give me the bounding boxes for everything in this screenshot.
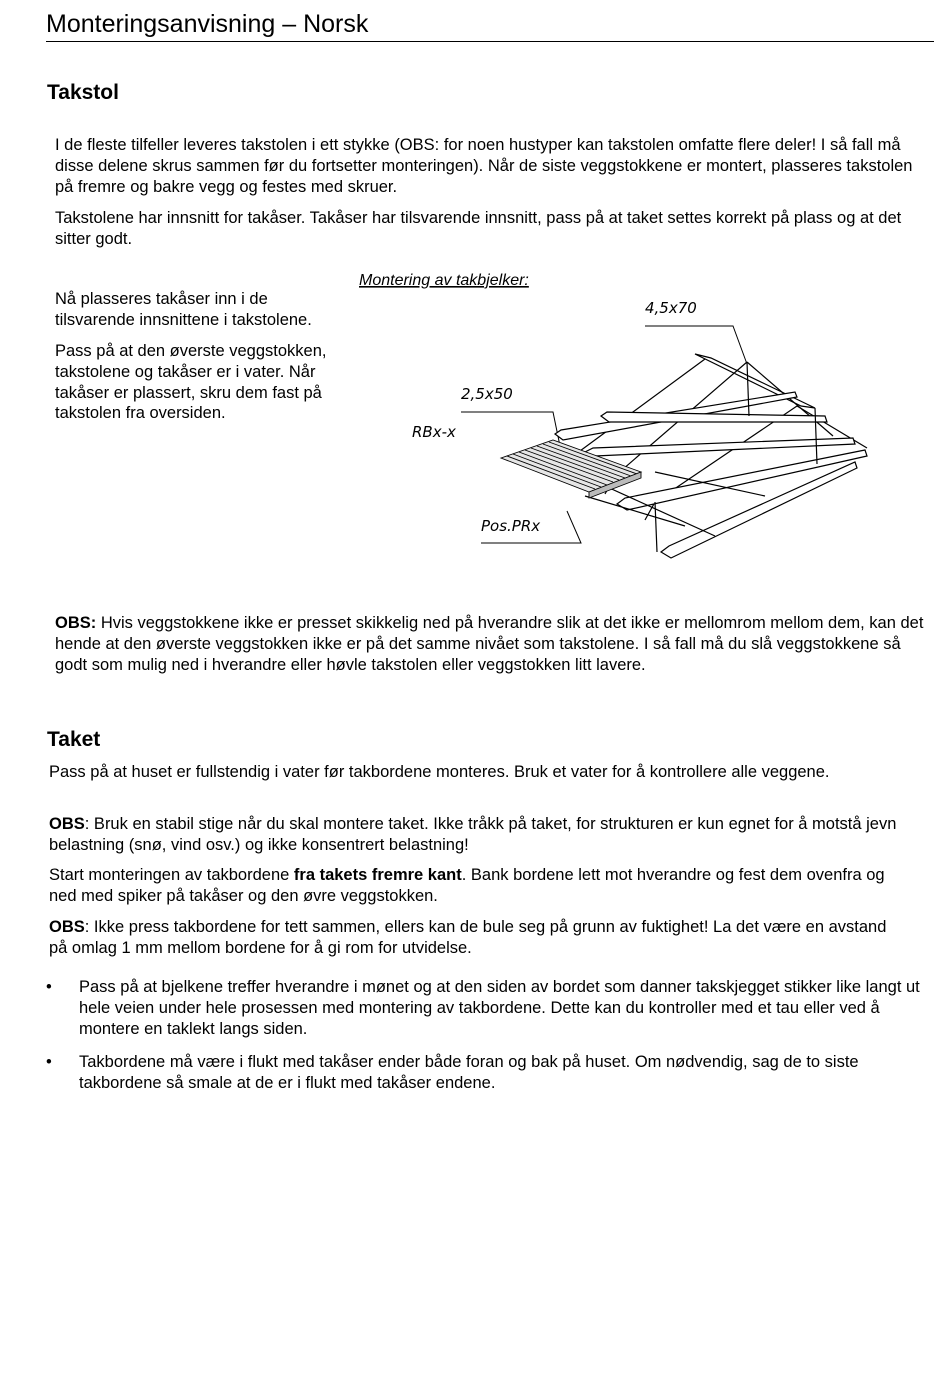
roof-beam-diagram [355,266,875,576]
obs2-label: OBS [49,918,85,936]
obs1-label: OBS [49,815,85,833]
bullet-item [46,1052,926,1094]
p2-post: . Bank bordene lett mot hverandre og fest dem ovenfra og ned med spiker på takåser og den øvre veggstokken. [49,866,885,905]
bullet-text: Takbordene må være i flukt med takåser ender både foran og bak på huset. Om nødvendig, sag de to siste takbordene så smale at de er i flukt med takåser endene. [79,1053,859,1093]
obs-label: OBS: [55,614,97,632]
taket-obs1-paragraph [49,814,934,856]
diagram-title: Montering av takbjelker: [359,272,529,289]
taket-paragraph-1: Pass på at huset er fullstendig i vater før takbordene monteres. Bruk et vater for å kontrollere alle veggene. [49,763,830,781]
taket-paragraph-2 [49,865,909,907]
section-heading-taket: Taket [47,728,101,751]
bullet-dot-icon: • [46,1053,52,1072]
bullet-item [46,977,926,1039]
label-pos-prx: Pos.PRx [481,517,541,535]
taket-bullet-list [46,977,926,1107]
p2-pre: Start monteringen av takbordene [49,866,294,884]
label-2-5x50: 2,5x50 [461,385,513,403]
p2-bold: fra takets fremre kant [293,866,462,884]
obs2-text: : Ikke press takbordene for tett sammen, ellers kan de bule seg på grunn av fuktighet! La det være en avstand på omlag 1 mm mellom bordene for å gi rom for utvidelse. [49,918,887,957]
taket-obs2-paragraph [49,917,909,959]
label-rbx-x: RBx-x [412,423,456,441]
label-4-5x70: 4,5x70 [645,299,697,317]
roof-structure [555,354,867,558]
takstol-paragraph-1: I de fleste tilfeller leveres takstolen i ett stykke (OBS: for noen hustyper kan takstolen omfatte flere deler! I så fall må disse delene skrus sammen før du fortsetter monteringen). Når de siste veggstokkene er montert, plasseres takstolen på fremre og bakre vegg og festes med skruer. [55,136,913,196]
obs1-text: : Bruk en stabil stige når du skal montere taket. Ikke tråkk på taket, for strukturen er kun egnet for å motstå jevn belastning (snø, vind osv.) og ikke konsentrert belastning! [49,815,897,854]
page-header: Monteringsanvisning – Norsk [46,8,934,42]
takstol-paragraph-2: Takstolene har innsnitt for takåser. Takåser har tilsvarende innsnitt, pass på at taket settes korrekt på plass og at det sitter godt. [55,209,902,248]
takstol-paragraph-3: Nå plasseres takåser inn i de tilsvarende innsnittene i takstolene. [55,290,312,329]
section-heading-takstol: Takstol [47,81,119,104]
takstol-paragraph-4: Pass på at den øverste veggstokken, takstolene og takåser er i vater. Når takåser er plassert, skru dem fast på takstolen fra oversiden. [55,342,327,423]
bullet-text: Pass på at bjelkene treffer hverandre i mønet og at den siden av bordet som danner takskjegget stikker like langt ut hele veien under hele prosessen med montering av takbordene. Dette kan du kontroller med et tau eller ved å montere en taklekt langs siden. [79,978,920,1038]
takstol-obs-paragraph [55,613,935,675]
bullet-dot-icon: • [46,978,52,996]
obs-text: Hvis veggstokkene ikke er presset skikkelig ned på hverandre slik at det ikke er mellomrom mellom dem, kan det hende at den øverste veggstokken ikke er på det samme nivået som takstolene. I så fall må du slå veggstokkene så godt som mulig ned i hverandre eller høvle takstolen eller veggstokken litt lavere. [55,614,924,674]
